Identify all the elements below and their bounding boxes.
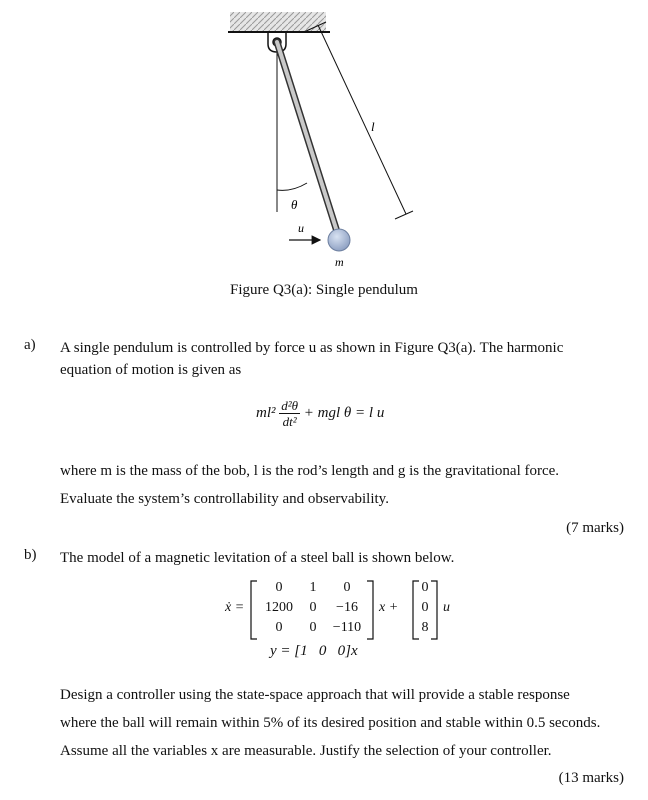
part-b-design-line2: where the ball will remain within 5% of its desired position and stable within 0.5 seconds.: [60, 715, 601, 731]
length-tick-bottom: [395, 211, 413, 219]
pendulum-bob: [328, 229, 350, 251]
a-32: 0: [309, 620, 317, 635]
eq-denominator: dt²: [282, 414, 297, 429]
part-b-intro: The model of a magnetic levitation of a steel ball is shown below.: [60, 550, 455, 566]
x-plus: x +: [379, 600, 399, 615]
length-label: l: [371, 119, 375, 134]
figure-caption: Figure Q3(a): Single pendulum: [230, 282, 418, 298]
pendulum-figure: [0, 0, 648, 280]
matrix-a-right-bracket: [365, 580, 375, 640]
a-22: 0: [309, 600, 317, 615]
a-31: 0: [275, 620, 283, 635]
theta-label: θ: [291, 197, 298, 212]
eq-rest: + mgl θ = l u: [303, 404, 385, 421]
length-dimension-line: [318, 25, 406, 214]
a-33: −110: [332, 620, 362, 635]
xdot-lhs: ẋ =: [225, 600, 245, 615]
a-11: 0: [275, 580, 283, 595]
part-b-design-line3: Assume all the variables x are measurable. Justify the selection of your controller.: [60, 743, 552, 759]
part-a-marks: (7 marks): [566, 520, 624, 536]
part-b-label: b): [24, 547, 37, 563]
mass-label: m: [335, 255, 344, 269]
a-12: 1: [309, 580, 317, 595]
matrix-a-left-bracket: [249, 580, 259, 640]
force-label: u: [298, 221, 304, 235]
a-13: 0: [343, 580, 351, 595]
equation-of-motion: [256, 398, 384, 429]
matrix-b-right-bracket: [429, 580, 439, 640]
eq-fraction: [279, 398, 300, 429]
part-a-text-line2: equation of motion is given as: [60, 362, 242, 378]
part-a-where-line2: Evaluate the system’s controllability and observability.: [60, 491, 389, 507]
eq-lhs: ml²: [256, 404, 276, 421]
part-b-design-line1: Design a controller using the state-space approach that will provide a stable response: [60, 687, 570, 703]
pendulum-rod: [277, 42, 339, 238]
part-b-marks: (13 marks): [558, 770, 624, 786]
b-3: 8: [421, 620, 429, 635]
u-input: u: [443, 600, 450, 615]
part-a-label: a): [24, 337, 36, 353]
theta-arc: [277, 183, 307, 190]
a-23: −16: [336, 600, 358, 615]
part-a-text-line1: A single pendulum is controlled by force u as shown in Figure Q3(a). The harmonic: [60, 340, 564, 356]
a-21: 1200: [265, 600, 293, 615]
b-1: 0: [421, 580, 429, 595]
eq-numerator: d²θ: [281, 398, 299, 413]
output-equation: y = [1 0 0]x: [270, 643, 358, 659]
b-2: 0: [421, 600, 429, 615]
part-a-where-line1: where m is the mass of the bob, l is the rod’s length and g is the gravitational force.: [60, 463, 560, 479]
